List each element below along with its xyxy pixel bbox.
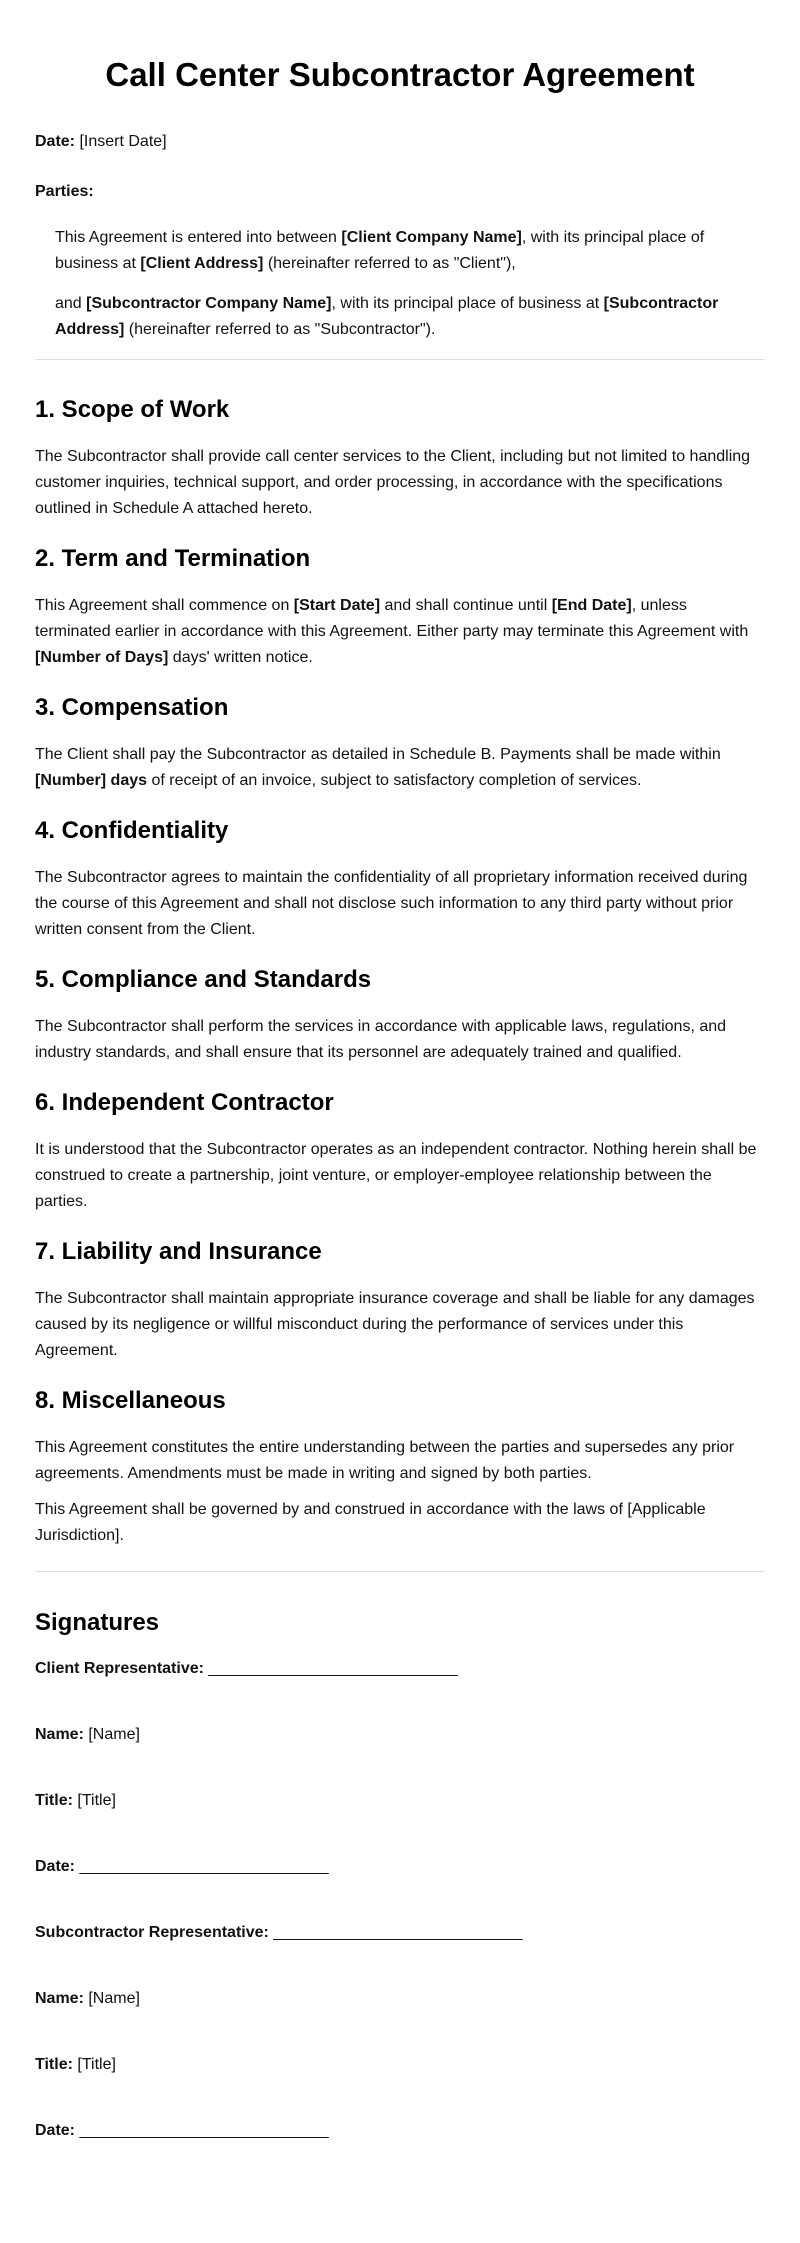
section-text: It is understood that the Subcontractor operates as an independent contractor. Nothing herein shall be construed to create a partnership, joint venture, or employer-employee relationship between the parties.: [35, 1140, 757, 1210]
section-text: This Agreement constitutes the entire understanding between the parties and supersedes any prior agreements. Amendments must be made in writing and signed by both parties.: [35, 1438, 735, 1482]
parties-text: This Agreement is entered into between: [55, 228, 342, 246]
text-span: , unless terminated earlier in accordance with this Agreement. Either party may terminate this Agreement with: [35, 596, 749, 640]
field-value: [Name]: [83, 1989, 140, 2007]
parties-text: (hereinafter referred to as "Client"),: [263, 254, 516, 272]
section-text: This Agreement shall be governed by and construed in accordance with the laws of [Applicable Jurisdiction].: [35, 1500, 706, 1544]
payment-days-placeholder: [Number] days: [35, 771, 148, 789]
parties-subcontractor-paragraph: [55, 291, 765, 343]
field-label: Name:: [35, 1725, 84, 1743]
field-label: Name:: [35, 1989, 84, 2007]
section-text: [35, 742, 765, 794]
parties-label: Parties:: [35, 182, 94, 200]
subcontractor-address: [Subcontractor Address]: [55, 294, 719, 338]
client-representative-line: [35, 1656, 765, 1682]
subcontractor-company-name: [Subcontractor Company Name]: [86, 294, 332, 312]
subcontractor-date-line: [35, 2118, 765, 2144]
field-label: Title:: [35, 1791, 73, 1809]
date-line: [35, 129, 765, 155]
divider: [35, 359, 765, 360]
date-value: [Insert Date]: [75, 132, 167, 150]
signatures-section: [35, 1608, 765, 2144]
subcontractor-title-line: [35, 2052, 765, 2078]
text-span: This Agreement shall commence on: [35, 596, 294, 614]
parties-label-line: [35, 179, 765, 205]
section-independent-contractor: [35, 1088, 765, 1215]
date-blank: ____________________________: [75, 1857, 329, 1875]
section-heading: 1. Scope of Work: [35, 395, 230, 423]
text-span: The Client shall pay the Subcontractor as detailed in Schedule B. Payments shall be made within: [35, 745, 721, 763]
number-of-days-placeholder: [Number of Days]: [35, 648, 169, 666]
text-span: days' written notice.: [168, 648, 313, 666]
field-label: Title:: [35, 2055, 73, 2073]
text-span: of receipt of an invoice, subject to satisfactory completion of services.: [147, 771, 642, 789]
section-miscellaneous: [35, 1386, 765, 1549]
section-compensation: [35, 693, 765, 794]
date-blank: ____________________________: [75, 2121, 329, 2139]
section-text: The Subcontractor shall maintain appropriate insurance coverage and shall be liable for any damages caused by its negligence or willful misconduct during the performance of services under this Agreement.: [35, 1289, 755, 1359]
date-label: Date:: [35, 132, 76, 150]
text-span: and shall continue until: [380, 596, 552, 614]
signatures-heading: Signatures: [35, 1608, 160, 1636]
section-heading: 3. Compensation: [35, 693, 229, 721]
parties-text: , with its principal place of business at: [55, 228, 705, 272]
field-label: Date:: [35, 1857, 76, 1875]
field-value: [Title]: [72, 1791, 116, 1809]
section-confidentiality: [35, 816, 765, 943]
section-text: The Subcontractor agrees to maintain the confidentiality of all proprietary information received during the course of this Agreement and shall not disclose such information to any third party without prior written consent from the Client.: [35, 868, 748, 938]
field-label: Client Representative:: [35, 1659, 204, 1677]
section-text: [35, 593, 765, 671]
parties-block: [35, 225, 765, 343]
subcontractor-representative-line: [35, 1920, 765, 1946]
section-heading: 7. Liability and Insurance: [35, 1237, 322, 1265]
field-value: [Title]: [72, 2055, 116, 2073]
client-address: [Client Address]: [140, 254, 264, 272]
section-text: The Subcontractor shall perform the services in accordance with applicable laws, regulations, and industry standards, and shall ensure that its personnel are adequately trained and qualified.: [35, 1017, 727, 1061]
parties-client-paragraph: [55, 225, 765, 277]
section-heading: 2. Term and Termination: [35, 544, 311, 572]
section-text: The Subcontractor shall provide call center services to the Client, including but not limited to handling customer inquiries, technical support, and order processing, in accordance with the specifications outlined in Schedule A attached hereto.: [35, 447, 751, 517]
end-date-placeholder: [End Date]: [551, 596, 632, 614]
section-compliance-and-standards: [35, 965, 765, 1066]
section-heading: 6. Independent Contractor: [35, 1088, 334, 1116]
divider: [35, 1571, 765, 1572]
client-date-line: [35, 1854, 765, 1880]
parties-text: (hereinafter referred to as "Subcontractor").: [124, 320, 436, 338]
section-liability-and-insurance: [35, 1237, 765, 1364]
section-heading: 4. Confidentiality: [35, 816, 229, 844]
client-title-line: [35, 1788, 765, 1814]
client-company-name: [Client Company Name]: [341, 228, 522, 246]
document-title: Call Center Subcontractor Agreement: [105, 56, 695, 93]
section-heading: 8. Miscellaneous: [35, 1386, 226, 1414]
field-label: Subcontractor Representative:: [35, 1923, 269, 1941]
parties-text: and: [55, 294, 87, 312]
start-date-placeholder: [Start Date]: [293, 596, 381, 614]
subcontractor-name-line: [35, 1986, 765, 2012]
field-label: Date:: [35, 2121, 76, 2139]
signature-blank: ____________________________: [203, 1659, 458, 1677]
section-heading: 5. Compliance and Standards: [35, 965, 372, 993]
section-scope-of-work: [35, 395, 765, 522]
section-term-and-termination: [35, 544, 765, 671]
client-name-line: [35, 1722, 765, 1748]
signature-blank: ____________________________: [268, 1923, 523, 1941]
field-value: [Name]: [83, 1725, 140, 1743]
parties-text: , with its principal place of business at: [331, 294, 604, 312]
